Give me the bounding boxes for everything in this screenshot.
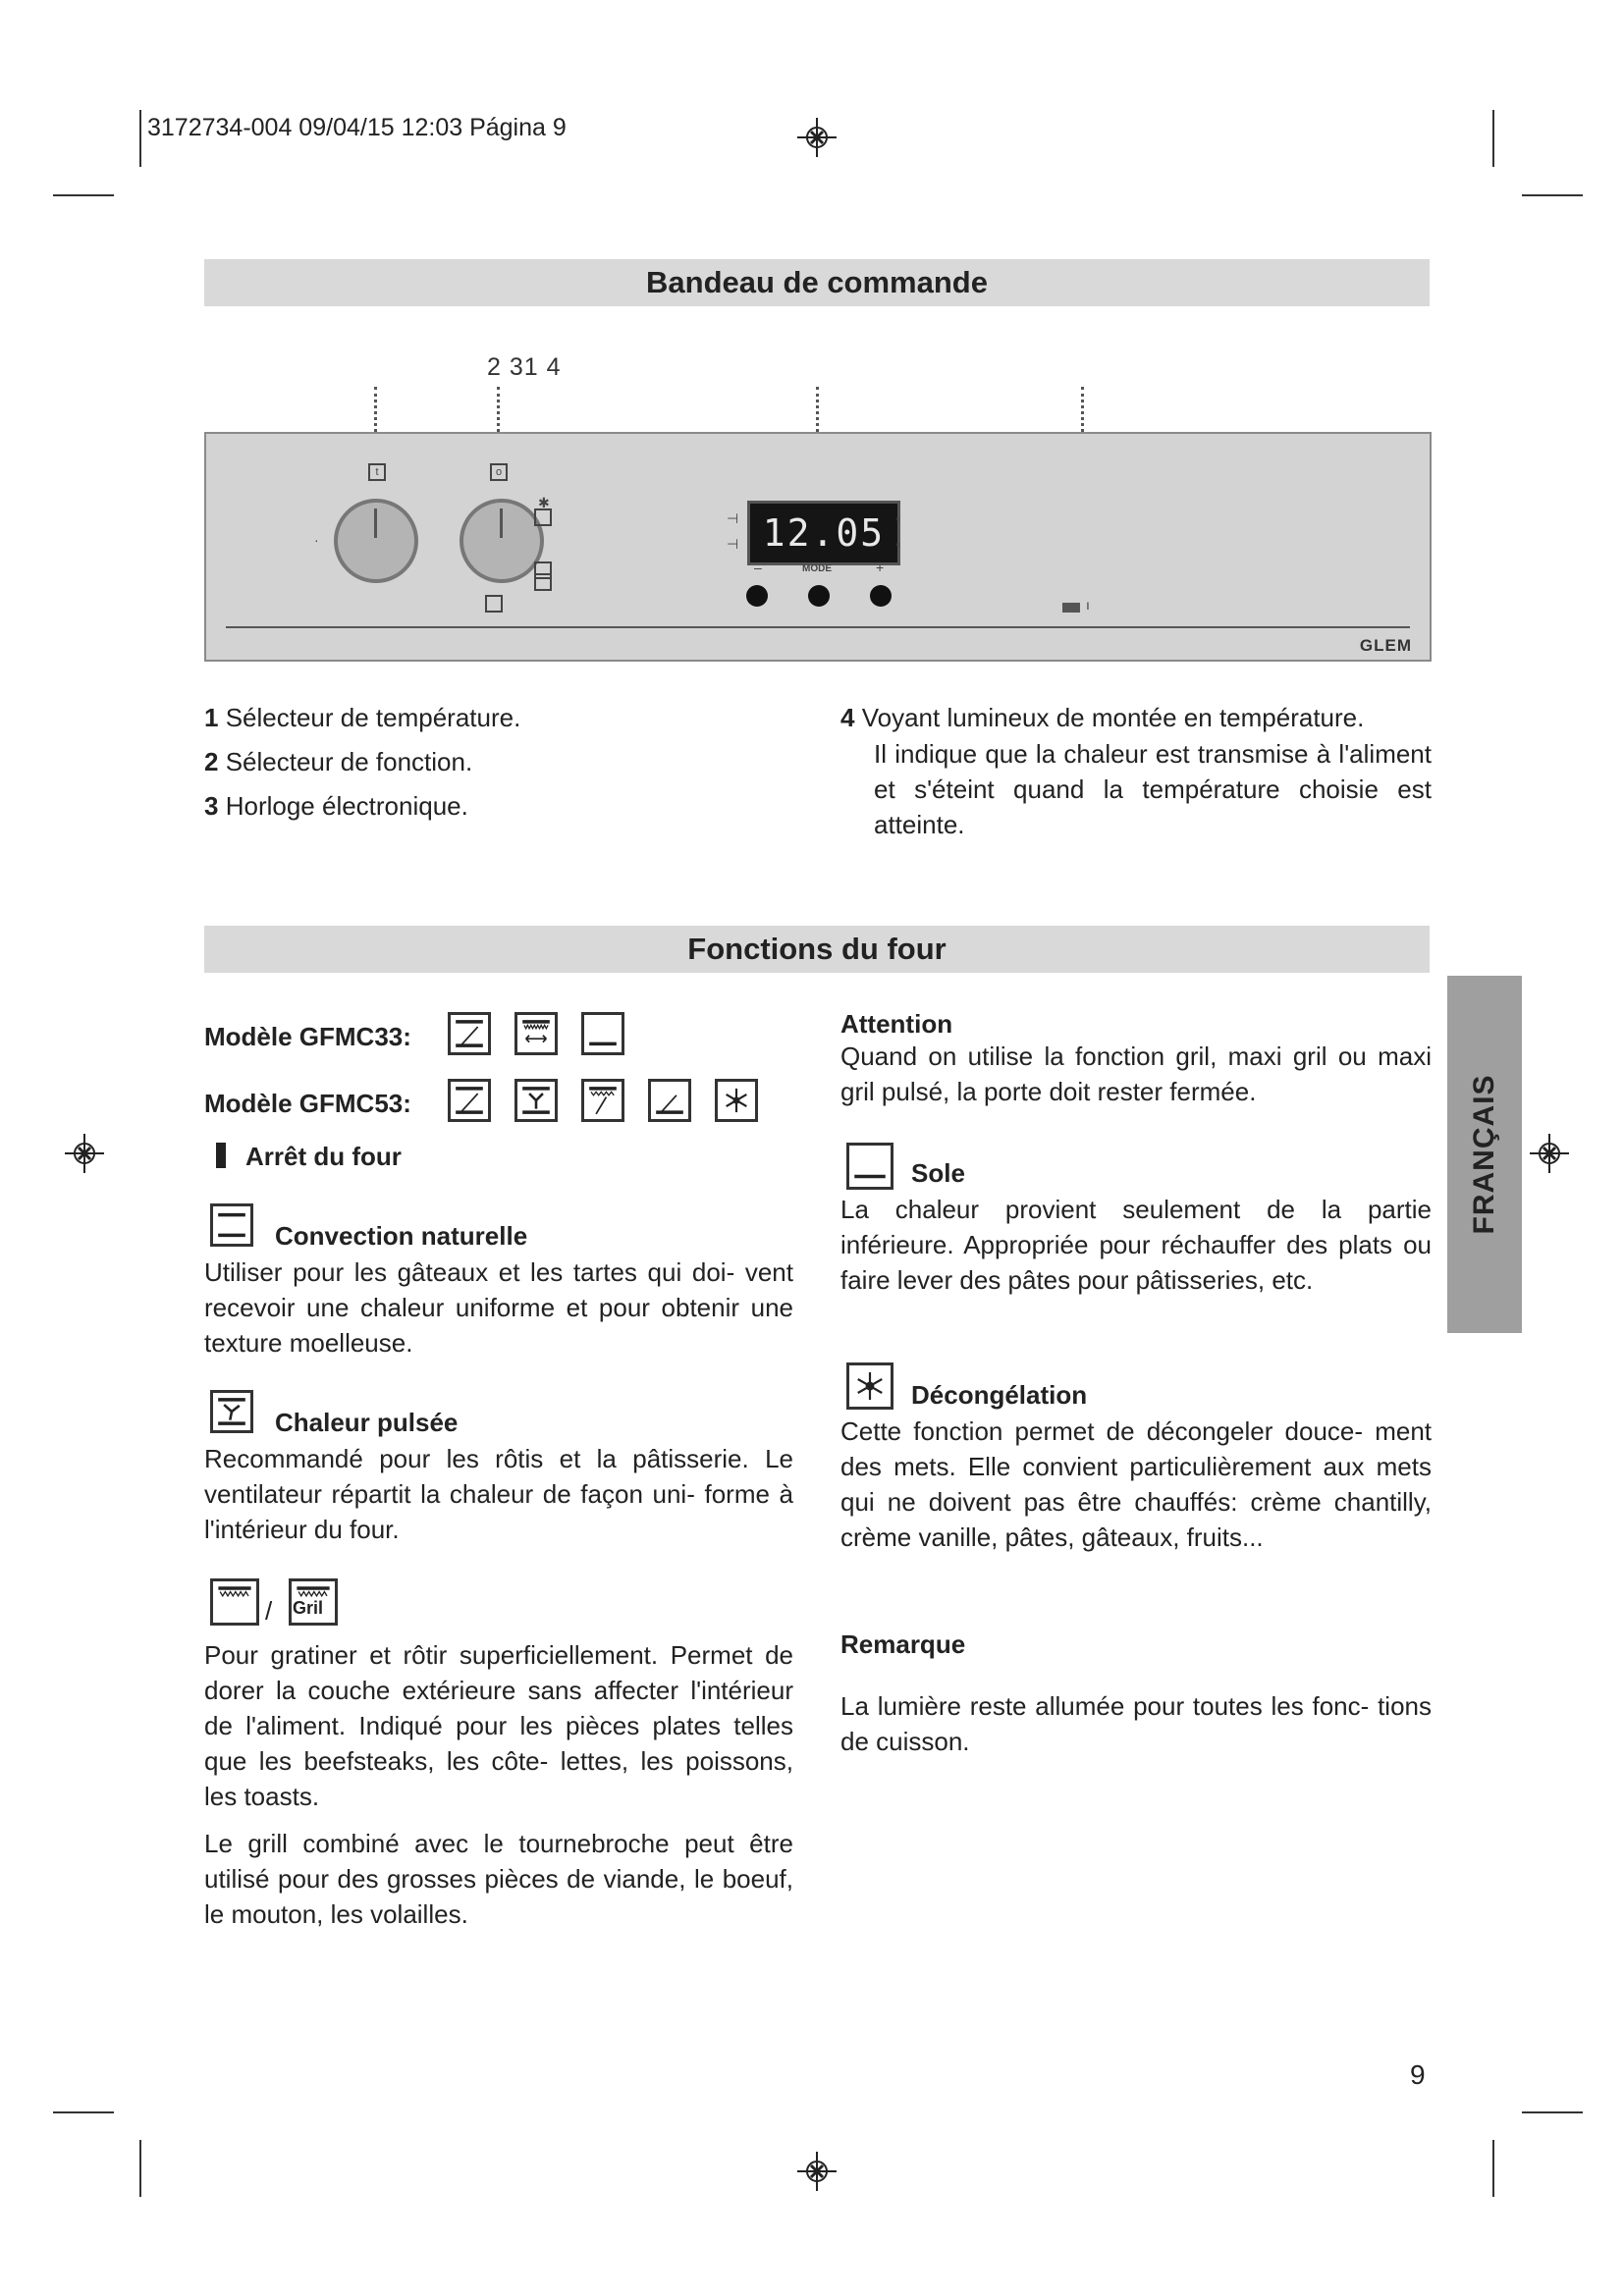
list-item: 4 Voyant lumineux de montée en température. (840, 703, 1365, 732)
heat-indicator-light (1062, 603, 1080, 613)
section-title-bandeau: Bandeau de commande (204, 259, 1430, 306)
defrost-icon (715, 1079, 758, 1122)
grill-separator: / (265, 1596, 273, 1626)
crop-mark (53, 2111, 114, 2113)
section-title-fonctions: Fonctions du four (204, 926, 1430, 973)
brand-logo: GLEM (1359, 636, 1412, 655)
thermometer-icon: ı (1086, 597, 1090, 613)
lamp-symbol-icon: ✱ (538, 495, 550, 510)
grill-rotisserie-description: Le grill combiné avec le tournebroche peut être utilisé pour des grosses pièces de viande, le boeuf, le mouton, les volailles. (204, 1829, 793, 1929)
convection-naturelle-icon (210, 1203, 253, 1247)
print-meta: 3172734-004 09/04/15 12:03 Página 9 (147, 114, 567, 141)
crop-mark (1522, 2111, 1583, 2113)
convection-icon (648, 1079, 691, 1122)
attention-description: Quand on utilise la fonction gril, maxi gril ou maxi gril pulsé, la porte doit rester fermée. (840, 1041, 1432, 1106)
crop-mark (1492, 2140, 1494, 2197)
crop-mark (1522, 194, 1583, 196)
list-item: 1 Sélecteur de température. (204, 703, 521, 732)
mode-label: MODE (802, 563, 832, 574)
pulsee-title: Chaleur pulsée (275, 1408, 459, 1437)
list-item: 3 Horloge électronique. (204, 791, 468, 821)
grill-label: Gril (293, 1598, 324, 1618)
convection-title: Convection naturelle (275, 1221, 528, 1251)
fan-heat-icon (514, 1079, 558, 1122)
page-number: 9 (1410, 2059, 1426, 2090)
remarque-description: La lumière reste allumée pour toutes les fonc- tions de cuisson. (840, 1691, 1432, 1756)
convection-description: Utiliser pour les gâteaux et les tartes qui doi- vent recevoir une chaleur uniforme et pour obtenir une texture moelleuse. (204, 1257, 793, 1358)
clock-display: 12.05 (747, 501, 900, 565)
list-item: 2 Sélecteur de fonction. (204, 747, 473, 776)
language-tab (1447, 976, 1522, 1333)
registration-mark-icon (1530, 1134, 1569, 1173)
plus-button[interactable] (870, 585, 892, 607)
sole-icon (846, 1143, 893, 1190)
grill-rotisserie-icon (581, 1079, 624, 1122)
mode-button[interactable] (808, 585, 830, 607)
plus-icon: + (876, 560, 885, 575)
model-gfmc33-label: Modèle GFMC33: (204, 1022, 411, 1051)
convection-symbol-icon (485, 595, 503, 613)
temperature-knob[interactable] (334, 499, 418, 583)
item4-description: Il indique que la chaleur est transmise à l'aliment et s'éteint quand la température choisie est atteinte. (874, 739, 1432, 839)
timer-icon: ◦ (895, 510, 900, 526)
grill-fan-icon (514, 1012, 558, 1055)
chaleur-pulsee-icon (210, 1390, 253, 1433)
grill-description: Pour gratiner et rôtir superficiellement. Permet de dorer la couche extérieure sans affecter l'intérieur de l'aliment. Indiqué pour les pièces plates telles que les beefsteaks, les côte- lettes, les poissons, les toasts. (204, 1640, 793, 1811)
crop-mark (1492, 110, 1494, 167)
temperature-symbol-icon: t (368, 463, 386, 481)
minus-icon: – (754, 560, 762, 575)
registration-mark-icon (65, 1134, 104, 1173)
timer-icon: ◦ (895, 536, 900, 552)
grill-symbol-icon (534, 508, 552, 526)
clock-left-icon: ⊣ (727, 536, 739, 552)
model-gfmc53-label: Modèle GFMC53: (204, 1089, 411, 1118)
grill-icon (210, 1578, 259, 1626)
fan-symbol-icon (534, 561, 552, 579)
registration-mark-icon (797, 2152, 837, 2191)
convection-grill-icon (448, 1079, 491, 1122)
arret-label: Arrêt du four (245, 1142, 402, 1171)
sole-title: Sole (911, 1158, 965, 1188)
crop-mark (139, 110, 141, 167)
knob-scale-icon: · (314, 532, 319, 548)
function-knob[interactable] (460, 499, 544, 583)
crop-mark (53, 194, 114, 196)
decongelation-description: Cette fonction permet de décongeler douce- ment des mets. Elle convient particulièrement aux mets qui ne doivent pas être chauffés: crème chantilly, crème vanille, pâtes, gâteaux, fruits... (840, 1416, 1432, 1552)
decongelation-title: Décongélation (911, 1380, 1088, 1410)
sole-icon (581, 1012, 624, 1055)
decongelation-icon (846, 1362, 893, 1410)
attention-title: Attention (840, 1009, 953, 1039)
convection-grill-icon (448, 1012, 491, 1055)
function-symbol-icon: o (490, 463, 508, 481)
callout-numbers: 2 31 4 (487, 353, 562, 381)
crop-mark (139, 2140, 141, 2197)
remarque-title: Remarque (840, 1629, 966, 1659)
minus-button[interactable] (746, 585, 768, 607)
language-label: FRANÇAIS (1468, 1074, 1500, 1235)
pulsee-description: Recommandé pour les rôtis et la pâtisserie. Le ventilateur répartit la chaleur de façon uni- forme à l'intérieur du four. (204, 1444, 793, 1544)
panel-line (226, 626, 1410, 628)
clock-left-icon: ⊣ (727, 510, 739, 526)
registration-mark-icon (797, 118, 837, 157)
stop-symbol-icon (216, 1143, 226, 1168)
sole-description: La chaleur provient seulement de la partie inférieure. Appropriée pour réchauffer des plats ou faire lever des pâtes pour pâtisseries, etc. (840, 1195, 1432, 1295)
control-panel-illustration (204, 432, 1432, 662)
